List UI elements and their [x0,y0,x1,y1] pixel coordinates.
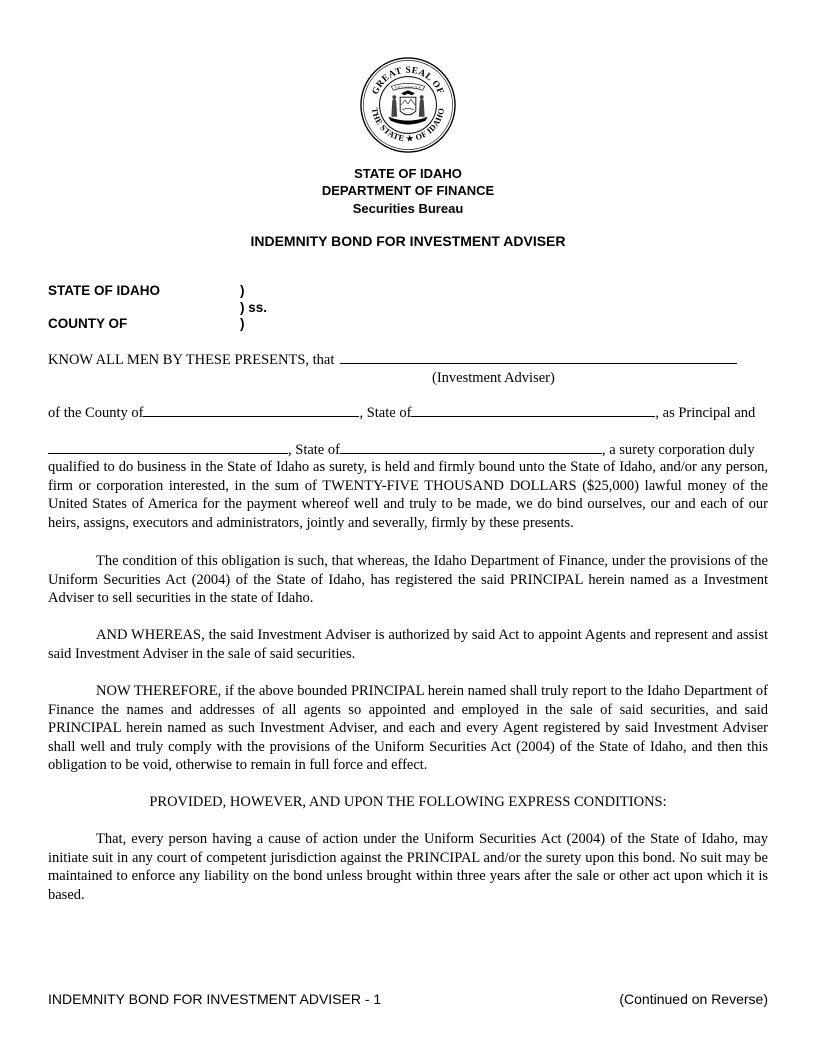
bureau-heading: Securities Bureau [352,201,464,216]
county-line [48,403,770,423]
therefore-paragraph: NOW THEREFORE, if the above bounded PRINCIPAL herein named shall truly report to the Idaho Department of Finance the names and addresses of all agents so appointed and employed in the sale of said securities, and said PRINCIPAL herein named as such Investment Adviser, and each and every Agent registered by said Investment Adviser shall well and truly comply with the provisions of the Uniform Securities Act (2004) of the State of Idaho, and then this obligation to be void, otherwise to remain in full force and effect. [48,683,768,774]
surety-paragraph: qualified to do business in the State of Idaho as surety, is held and firmly bound unto the State of Idaho, and/or any person, firm or corporation interested, in the sum of TWENTY-FIVE THOUSAND DOLLARS ($25,000) lawful money of the United States of America for the payment whereof well and truly to be made, we do bind ourselves, our and each of our heirs, assigns, executors and administrators, jointly and severally, firmly by these presents. [48,459,768,531]
venue-bracket-1: ) [240,283,245,298]
venue-bracket-ss: ) ss. [240,300,268,315]
venue-county-label: COUNTY OF [48,316,128,331]
state-heading: STATE OF IDAHO [354,166,462,181]
surety-state-field[interactable] [340,440,602,454]
surety-state-of-label: , State of [288,442,340,458]
state-of-label: , State of [359,405,412,421]
surety-line [48,440,770,460]
know-all-line [48,350,770,370]
department-heading: DEPARTMENT OF FINANCE [321,183,495,198]
footer-page-label: INDEMNITY BOND FOR INVESTMENT ADVISER - 1 [48,991,382,1007]
principal-state-field[interactable] [411,403,655,417]
venue-bracket-3: ) [240,316,245,331]
as-principal-label: , as Principal and [655,405,756,421]
footer-continued-label: (Continued on Reverse) [619,991,768,1007]
whereas-paragraph: AND WHEREAS, the said Investment Adviser is authorized by said Act to appoint Agents and represent and assist said Investment Adviser in the sale of said securities. [48,627,768,662]
surety-corp-label: , a surety corporation duly [601,442,755,458]
provided-heading: PROVIDED, HOWEVER, AND UPON THE FOLLOWING EXPRESS CONDITIONS: [149,794,667,810]
know-all-prefix: KNOW ALL MEN BY THESE PRESENTS, that [48,352,335,368]
svg-text:THE STATE ★ OF IDAHO: THE STATE ★ OF IDAHO [369,107,447,144]
investment-adviser-caption: (Investment Adviser) [432,370,555,386]
svg-text:ESTO PERPETUA: ESTO PERPETUA [395,85,421,90]
idaho-state-seal-icon [359,56,457,154]
county-field[interactable] [143,403,359,417]
of-county-label: of the County of [48,405,144,421]
surety-name-field[interactable] [48,440,288,454]
investment-adviser-field[interactable] [340,350,737,364]
that-every-paragraph: That, every person having a cause of action under the Uniform Securities Act (2004) of the State of Idaho, may initiate suit in any court of competent jurisdiction against the PRINCIPAL and/or the surety upon this bond. No suit may be maintained to enforce any liability on the bond unless brought within three years after the sale or other act upon which it is based. [48,831,768,903]
document-title: INDEMNITY BOND FOR INVESTMENT ADVISER [250,233,566,249]
svg-text:GREAT SEAL OF: GREAT SEAL OF [370,65,446,97]
venue-state-label: STATE OF IDAHO [48,283,160,298]
condition-paragraph: The condition of this obligation is such, that whereas, the Idaho Department of Finance, under the provisions of the Uniform Securities Act (2004) of the State of Idaho, has registered the said PRINCIPAL herein named as a Investment Adviser to sell securities in the state of Idaho. [48,553,768,607]
